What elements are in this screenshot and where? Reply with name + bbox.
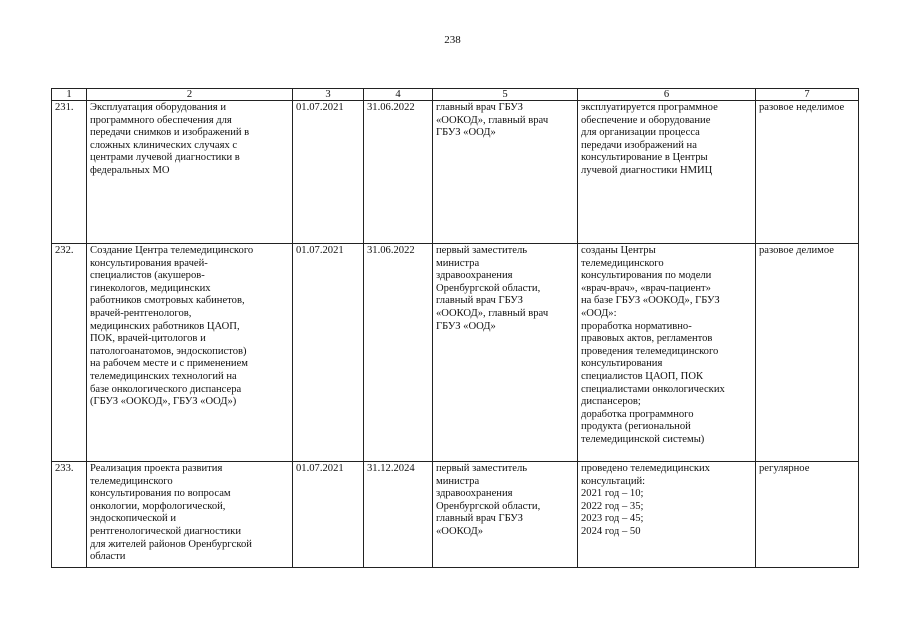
result	[578, 462, 756, 568]
row-number: 232.	[52, 244, 87, 462]
responsible	[433, 462, 578, 568]
row-number: 233.	[52, 462, 87, 568]
header-row	[52, 89, 859, 101]
col-header-3: 3	[293, 89, 364, 101]
col-header-4: 4	[364, 89, 433, 101]
col-header-1: 1	[52, 89, 87, 101]
row-number: 231.	[52, 101, 87, 244]
responsible-text: главный врач ГБУЗ «ООКОД», главный врач ГБУЗ «ООД»	[436, 102, 549, 139]
result-text: эксплуатируется программное обеспечение и оборудование для организации процесса передачи изображений на консультирование в Центры лучевой диагностики НМИЦ	[581, 102, 718, 176]
table-row	[52, 462, 859, 568]
start-date: 01.07.2021	[293, 244, 364, 462]
end-date: 31.06.2022	[364, 101, 433, 244]
responsible	[433, 101, 578, 244]
activity-table	[51, 88, 859, 568]
col-header-6: 6	[578, 89, 756, 101]
activity-name-text: Эксплуатация оборудования и программного обеспечения для передачи снимков и изображений в сложных клинических случаях с центрами лучевой диагностики в федеральных МО	[90, 102, 250, 176]
activity-name-text: Создание Центра телемедицинского консультирования врачей- специалистов (акушеров- гинекологов, медицинских работников смотровых кабинетов, врачей-рентгенологов, медицинских работников ЦАОП, ПОК, врачей-цитологов и патологоанатомов, эндоскопистов) на рабочем месте и с применением телемедицинских технологий на базе онкологического диспансера (ГБУЗ «ООКОД», ГБУЗ «ООД»)	[90, 245, 254, 408]
result	[578, 244, 756, 462]
activity-name	[87, 462, 293, 568]
result-type: регулярное	[756, 462, 859, 568]
start-date: 01.07.2021	[293, 462, 364, 568]
col-header-2: 2	[87, 89, 293, 101]
result-type: разовое делимое	[756, 244, 859, 462]
table-row	[52, 101, 859, 244]
end-date: 31.12.2024	[364, 462, 433, 568]
col-header-7: 7	[756, 89, 859, 101]
activity-name	[87, 101, 293, 244]
activity-name	[87, 244, 293, 462]
page-number: 238	[444, 34, 461, 46]
responsible	[433, 244, 578, 462]
activity-name-text: Реализация проекта развития телемедицинского консультирования по вопросам онкологии, морфологической, эндоскопической и рентгенологической диагностики для жителей районов Оренбургской области	[90, 463, 252, 563]
result-text: созданы Центры телемедицинского консультирования по модели «врач-врач», «врач-пациент» на базе ГБУЗ «ООКОД», ГБУЗ «ООД»: проработка нормативно- правовых актов, регламентов проведения телемедицинского консультирования специалистов ЦАОП, ПОК специалистами онкологических диспансеров; доработка программного продукта (региональной телемедицинской системы)	[581, 245, 725, 445]
table-row	[52, 244, 859, 462]
col-header-5: 5	[433, 89, 578, 101]
start-date: 01.07.2021	[293, 101, 364, 244]
result-type: разовое неделимое	[756, 101, 859, 244]
result-text: проведено телемедицинских консультаций: 2021 год – 10; 2022 год – 35; 2023 год – 45; 2024 год – 50	[581, 463, 710, 537]
responsible-text: первый заместитель министра здравоохранения Оренбургской области, главный врач ГБУЗ «ООКОД»	[436, 463, 541, 537]
end-date: 31.06.2022	[364, 244, 433, 462]
result	[578, 101, 756, 244]
responsible-text: первый заместитель министра здравоохранения Оренбургской области, главный врач ГБУЗ «ООКОД», главный врач ГБУЗ «ООД»	[436, 245, 549, 332]
